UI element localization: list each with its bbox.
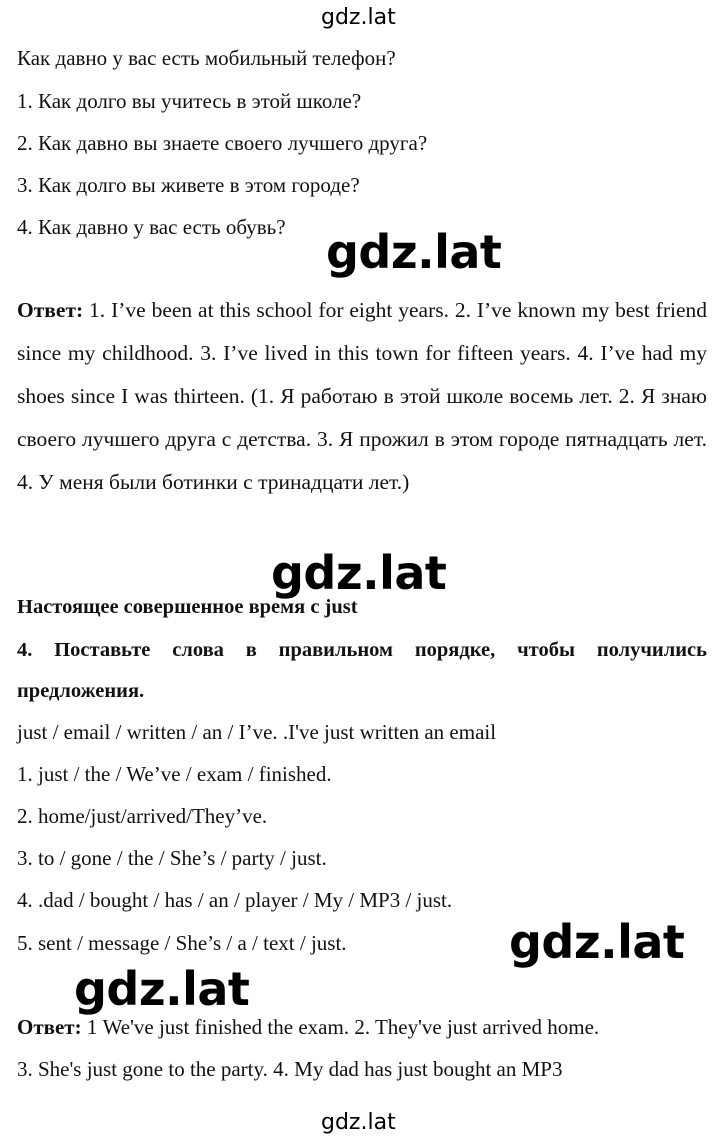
question-1: 1. Как долго вы учитесь в этой школе?	[17, 89, 362, 113]
answer-2-line-1	[17, 1014, 599, 1040]
task-instruction: 4. Поставьте слова в правильном порядке, чтобы получились предложения.	[17, 639, 707, 702]
watermark-big-4: gdz.lat	[74, 962, 250, 1016]
answer-2-text-1: 1 We've just finished the exam. 2. They've just arrived home.	[81, 1015, 600, 1039]
watermark-big-1: gdz.lat	[326, 225, 502, 279]
answer-1-text: 1. I’ve been at this school for eight years. 2. I’ve known my best friend since my childhood. 3. I’ve lived in this town for fifteen years. 4. I’ve had my shoes since I was thirteen. (1. Я работаю в этой школе восемь лет. 2. Я знаю своего лучшего друга с детства. 3. Я прожил в этом городе пятнадцать лет. 4. У меня были ботинки с тринадцати лет.)	[17, 298, 707, 494]
answer-1-label: Ответ:	[17, 298, 84, 322]
exercise-4: 4. .dad / bought / has / an / player / My / MP3 / just.	[17, 888, 453, 912]
watermark-big-3: gdz.lat	[509, 915, 685, 969]
watermark-bottom: gdz.lat	[321, 1110, 396, 1135]
exercise-1: 1. just / the / We’ve / exam / finished.	[17, 762, 332, 786]
question-2: 2. Как давно вы знаете своего лучшего друга?	[17, 131, 428, 155]
question-3: 3. Как долго вы живете в этом городе?	[17, 173, 360, 197]
watermark-big-2: gdz.lat	[271, 546, 447, 600]
exercise-5: 5. sent / message / She’s / a / text / just.	[17, 931, 347, 955]
answer-1-paragraph	[17, 289, 707, 504]
watermark-top: gdz.lat	[321, 5, 396, 30]
answer-2-label: Ответ:	[17, 1015, 82, 1039]
section-title: Настоящее совершенное время с just	[17, 596, 358, 618]
exercise-2: 2. home/just/arrived/They’ve.	[17, 804, 268, 828]
exercise-example: just / email / written / an / I’ve. .I've just written an email	[17, 720, 497, 744]
answer-2-line-2: 3. She's just gone to the party. 4. My dad has just bought an MP3	[17, 1057, 563, 1081]
question-4: 4. Как давно у вас есть обувь?	[17, 215, 286, 239]
exercise-3: 3. to / gone / the / She’s / party / just.	[17, 846, 327, 870]
question-intro: Как давно у вас есть мобильный телефон?	[17, 46, 396, 70]
